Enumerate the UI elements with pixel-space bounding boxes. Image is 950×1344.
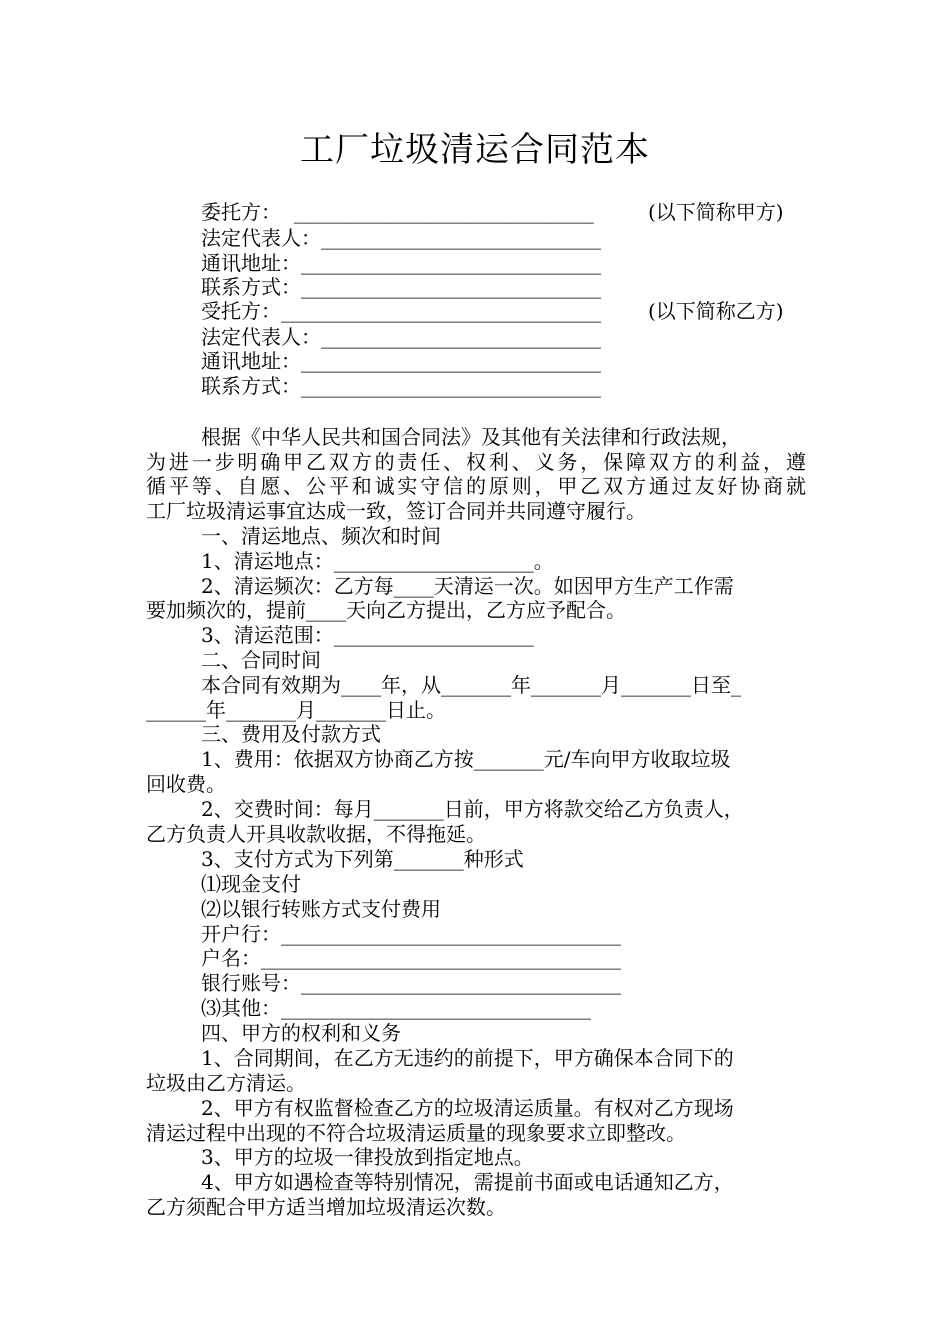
body-line: 3、清运范围：____________________: [201, 623, 534, 647]
body-line: 2、甲方有权监督检查乙方的垃圾清运质量。有权对乙方现场: [201, 1096, 734, 1120]
list-item: ⑴现金支付: [201, 872, 301, 896]
body-line: 3、甲方的垃圾一律投放到指定地点。: [201, 1145, 534, 1169]
bank-field: 户名：____________________________________: [201, 946, 621, 970]
client-contact-line: 联系方式：______________________________: [201, 275, 601, 299]
body-line: 本合同有效期为____年，从_______年_______月_______日至_: [201, 673, 741, 697]
list-item: ⑵以银行转账方式支付费用: [201, 897, 441, 921]
body-line: 循平等、自愿、公平和诚实守信的原则，甲乙双方通过友好协商就: [146, 474, 806, 498]
body-line: 1、合同期间，在乙方无违约的前提下，甲方确保本合同下的: [201, 1046, 734, 1070]
list-item: ⑶其他：_______________________________: [201, 996, 591, 1020]
client-line: 委托方： ______________________________: [201, 200, 594, 224]
bank-field: 开户行：__________________________________: [201, 922, 621, 946]
body-line: 3、支付方式为下列第_______种形式: [201, 847, 524, 871]
body-line: 2、交费时间：每月_______日前，甲方将款交给乙方负责人，: [201, 797, 744, 821]
body-line: 根据《中华人民共和国合同法》及其他有关法律和行政法规，: [201, 425, 741, 449]
body-line: 清运过程中出现的不符合垃圾清运质量的现象要求立即整改。: [146, 1121, 686, 1145]
contractor-address-line: 通讯地址：______________________________: [201, 349, 601, 373]
body-line: 回收费。: [146, 772, 226, 796]
section-heading: 一、清运地点、频次和时间: [201, 524, 441, 548]
client-address-line: 通讯地址：______________________________: [201, 251, 601, 275]
section-heading: 四、甲方的权利和义务: [201, 1021, 401, 1045]
body-line: 垃圾由乙方清运。: [146, 1071, 306, 1095]
body-line: 1、清运地点：____________________。: [201, 549, 554, 573]
contractor-contact-line: 联系方式：______________________________: [201, 374, 601, 398]
body-line: 乙方须配合甲方适当增加垃圾清运次数。: [146, 1195, 506, 1219]
section-heading: 二、合同时间: [201, 648, 321, 672]
contractor-rep-line: 法定代表人：____________________________: [201, 325, 601, 349]
body-line: 乙方负责人开具收款收据，不得拖延。: [146, 822, 486, 846]
body-line: 工厂垃圾清运事宜达成一致，签订合同并共同遵守履行。: [146, 499, 646, 523]
body-line: 为进一步明确甲乙双方的责任、权利、义务，保障双方的利益，遵: [146, 450, 806, 474]
contractor-suffix: (以下简称乙方): [648, 299, 784, 323]
client-rep-line: 法定代表人：____________________________: [201, 226, 601, 250]
page-title: 工厂垃圾清运合同范本: [300, 130, 650, 170]
body-line: 1、费用：依据双方协商乙方按_______元/车向甲方收取垃圾: [201, 747, 731, 771]
bank-field: 银行账号：________________________________: [201, 971, 621, 995]
body-line: 2、清运频次：乙方每____天清运一次。如因甲方生产工作需: [201, 574, 734, 598]
client-suffix: (以下简称甲方): [648, 200, 784, 224]
body-line: 要加频次的，提前____天向乙方提出，乙方应予配合。: [146, 598, 626, 622]
section-heading: 三、费用及付款方式: [201, 722, 381, 746]
body-line: 4、甲方如遇检查等特别情况，需提前书面或电话通知乙方，: [201, 1170, 734, 1194]
contractor-line: 受托方：________________________________: [201, 299, 601, 323]
body-line: ______年_______月_______日止。: [146, 698, 446, 722]
